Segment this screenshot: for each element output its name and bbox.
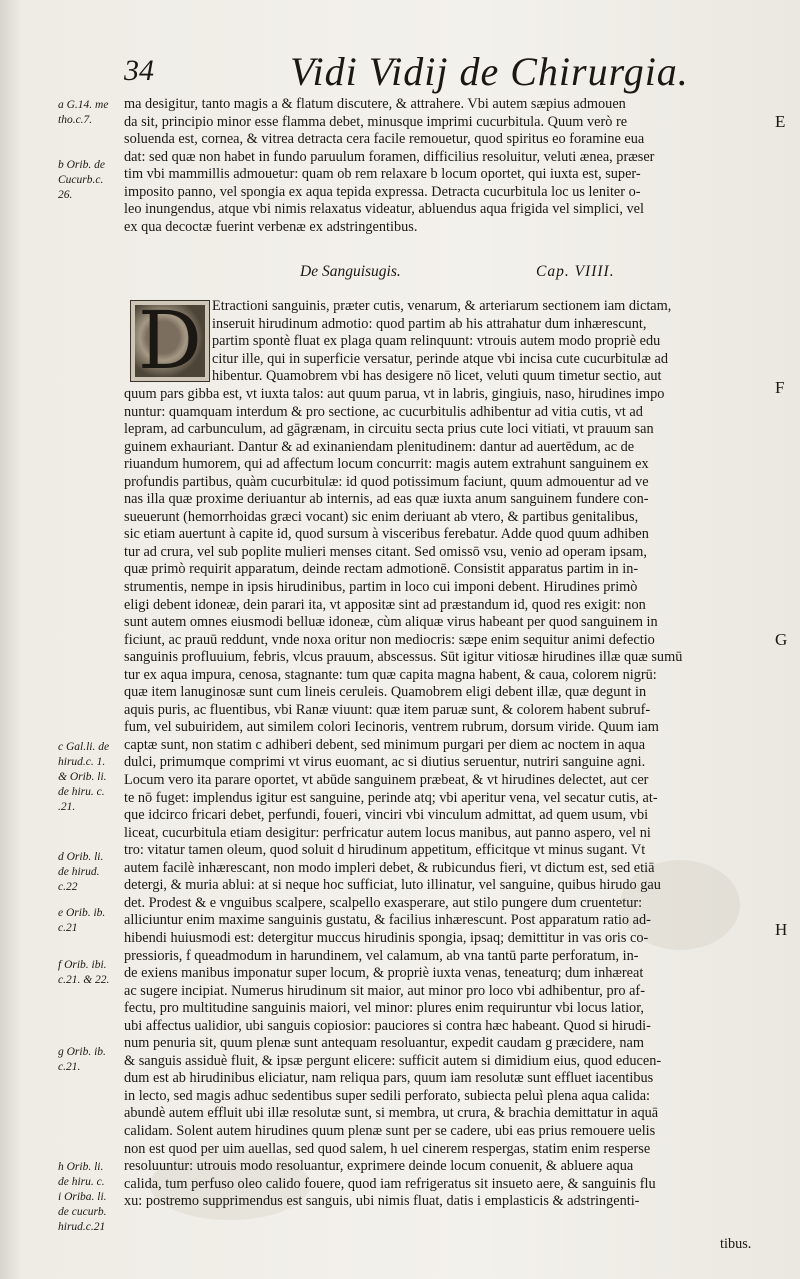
text-line: resoluuntur: utrouis modo resoluantur, exprimere deinde locum conuenit, & abluere aqua: [124, 1158, 634, 1175]
text-line: dum est ab hirudinibus eliciatur, nam reliqua pars, quum iam resolutæ sunt effluet iacentibus: [124, 1070, 654, 1087]
text-line: abundè autem effluit ubi illæ resolutæ sunt, si membra, ut crura, & brachia demittatur in aquā: [124, 1105, 659, 1122]
text-line: eligi debent idoneæ, dein parari ita, vt appositæ sint ad præstandum id, quod res exigit: non: [124, 596, 646, 613]
text-line: dat: sed quæ non habet in fundo paruulum foramen, difficilius resoluitur, veluti ænea, præser: [124, 148, 655, 165]
text-line: leo inungendus, atque vbi nimis relaxatus videatur, abluendus aqua frigida vel simplici, vel: [124, 201, 644, 218]
text-line: Locum vero ita parare oportet, vt abūde sanguinem præbeat, & vt hirudines delectet, aut cer: [124, 772, 649, 789]
drop-cap-letter: D: [137, 300, 203, 382]
text-line: calida, tum perfuso oleo calido fouere, quod iam refrigeratus sit insueto aere, & sanguinis flu: [124, 1175, 656, 1192]
margin-note-a: a G.14. me tho.c.7.: [58, 99, 109, 126]
text-line: profundis partibus, quàm cucurbitulæ: id quod potissimum faciunt, quum admouentur ad ve: [124, 473, 649, 490]
text-line: quæ item lanuginosæ sunt cum lineis ceruleis. Quamobrem eligi debent illæ, quæ degunt in: [124, 684, 647, 701]
text-line: tur ex aqua impura, cenosa, stagnante: tum quæ capita magna habent, & caua, colorem nigrū:: [124, 666, 657, 683]
text-line: sic etiam auertunt à capite id, quod sursum à visceribus ferebatur. Adde quod quum adhiben: [124, 526, 649, 543]
text-line: strumentis, nempe in ipsis hirudinibus, partim in loco cui imponi debent. Hirudines primò: [124, 579, 638, 596]
text-line: calidam. Solent autem hirudines quum plenæ sunt per se cadere, ubi eas prius remouere uelis: [124, 1122, 656, 1139]
text-line: aquis puris, ac fluentibus, vbi Ranæ viuunt: quæ item paruæ sunt, & colorem habent subruf-: [124, 701, 651, 718]
text-line: da sit, principio minor esse flamma debet, minusque imprimi cucurbitula. Quum verò re: [124, 113, 628, 130]
margin-note-g: g Orib. ib. c.21.: [58, 1046, 106, 1073]
text-line: lepram, ad carbunculum, ad gāgrænam, in circuitu secta prius cute loci vitiati, vt prauum san: [124, 421, 654, 438]
text-line: tro: vitatur tamen oleum, quod soluit d hirudinum appetitum, efficitque vt minus sugant. Vt: [124, 842, 646, 859]
text-line: citur ille, qui in superficie versatur, perinde atque vbi incisa cute cucurbitulæ ad: [212, 350, 668, 367]
text-line: inseruit hirudinum admotio: quod partim ab his attrahatur dum inhærescunt,: [212, 315, 647, 332]
text-line: captæ sunt, non statim c adhiberi debent, sed minimum purgari per diem ac noctem in aqua: [124, 736, 646, 753]
text-line: ex qua decoctæ fuerint verbenæ ex adstringentibus.: [124, 218, 418, 235]
text-line: sunt autem omnes eiusmodi belluæ idoneæ, cùm aliquæ virus habeant per quod sanguinem in: [124, 614, 658, 631]
text-line: tim vbi mammillis admouetur: quam ob rem relaxare b locum oportet, qui iuxta est, super-: [124, 166, 641, 183]
text-line: quæ primò requirit apparatum, deinde rectam admotionē. Consistit apparatus partim in in-: [124, 561, 639, 578]
text-line: fectu, pro multitudine sanguinis maiori, vel minor: plures enim requiruntur vbi locus latior,: [124, 1000, 644, 1017]
text-line: ubi affectus ualidior, ubi sanguis copiosior: pauciores si contra hæc habeant. Quod si hirudi-: [124, 1017, 651, 1034]
text-line: in lecto, sed magis adhuc sedentibus super sedili perforato, subiecta peluì plena aqua calida:: [124, 1087, 651, 1104]
text-line: num penuria sit, quum plenæ sunt antequam resoluantur, expedit caudam g præcidere, nam: [124, 1035, 644, 1052]
text-line: alliciuntur enim maxime sanguinis gustatu, & facilius inhærescunt. Post apparatum ratio ad-: [124, 912, 651, 929]
section-mark-g: G: [775, 630, 788, 649]
page-number: 34: [124, 54, 154, 87]
text-line: guinem exhauriant. Dantur & ad exinaniendam plenitudinem: dantur ad auertēdum, ac de: [124, 438, 635, 455]
text-line: ma desigitur, tanto magis a & flatum discutere, & attrahere. Vbi autem sæpius admouen: [124, 96, 626, 112]
margin-note-h: h Orib. li. de hiru. c. i Oriba. li. de cucurb. hirud.c.21: [58, 1161, 107, 1233]
margin-note-d: d Orib. li. de hirud. c.22: [58, 851, 104, 893]
text-line: detergi, & muria ablui: at si neque hoc sufficiat, luto illinatur, vel sanguine, quibus hirudo gau: [124, 877, 661, 894]
text-line: ficiunt, ac prauū reddunt, vnde noxa oritur non mediocris: sæpe enim sequitur animi defectio: [124, 631, 655, 648]
text-line: hibendi huiusmodi est: detergitur muccus hirudinis spongia, ipsaq; demittitur in vas oris co-: [124, 929, 649, 946]
text-line: sanguinis profluuium, febris, vlcus prauum, abscessus. Sūt igitur vitiosæ hirudines illæ quæ sumū: [124, 649, 683, 666]
text-line: & sanguis assiduè fluit, & ipsæ pergunt elicere: sufficit autem si dimidium eius, quod educen-: [124, 1052, 662, 1069]
section-mark-e: E: [775, 112, 786, 131]
section-mark-f: F: [775, 378, 785, 397]
margin-note-b: b Orib. de Cucurb.c. 26.: [58, 159, 105, 201]
running-header: [0, 48, 800, 98]
text-line: de exiens manibus imponatur super locum, & propriè iuxta venas, teneaturq; dum inhæreat: [124, 965, 644, 982]
text-line: non est quod per uim auellas, sed quod salem, h uel cinerem respergas, statim enim resperse: [124, 1140, 651, 1157]
catchword: tibus.: [720, 1236, 752, 1252]
chapter-heading: [0, 263, 800, 285]
text-line: tur ad crura, vel sub poplite mulieri menses citant. Sed omissō vsu, venio ad operam ipsam,: [124, 543, 647, 560]
paragraph-main-text: [124, 386, 772, 1211]
text-line: det. Prodest & e vnguibus scalpere, scalpello exasperare, aut stilo pungere dum cruentetur:: [124, 894, 643, 911]
paragraph-indented-lines: [212, 298, 772, 386]
text-line: dulci, primumque comprimi vt virus euomant, ac si diutius seruentur, nutriri sanguine agni.: [124, 754, 646, 771]
text-line: pressioris, f queadmodum in harundinem, vel calamum, ab vna tantū parte perforatum, in-: [124, 947, 639, 964]
text-line: que idcirco fricari debet, perfundi, foueri, vinciri vbi vinculum admittat, ad quem usum, vbi: [124, 807, 649, 824]
running-title: Vidi Vidij de Chirurgia.: [290, 49, 689, 94]
paragraph-previous-chapter: [124, 96, 772, 236]
chapter-title: De Sanguisugis.: [300, 263, 401, 280]
text-line: fum, vel subuiridem, aut similem colori Iecinoris, ventrem rubrum, dorsum viride. Quum iam: [124, 719, 659, 736]
text-line: nuntur: quamquam interdum & pro sectione, ac cucurbitulis adhibentur ad vitia cutis, vt ad: [124, 403, 643, 420]
text-line: partim spontè fluat ex plaga quam relinquunt: vtrouis autem modo propriè edu: [212, 333, 661, 350]
text-line: hibentur. Quamobrem vbi has desigere nō licet, veluti quum timetur sectio, aut: [212, 368, 662, 385]
text-line: ac sugere incipiat. Numerus hirudinum sit maior, aut minor pro loco vbi adhibentur, pro af-: [124, 982, 645, 999]
text-line: riuandum humorem, qui ad affectum locum concurrit: magis autem extrahunt sanguinem ex: [124, 456, 649, 473]
text-line: quum pars gibba est, vt iuxta talos: aut quum parua, vt in labris, gingiuis, naso, hirudines impo: [124, 386, 665, 402]
margin-note-f: f Orib. ibi. c.21. & 22.: [58, 959, 110, 986]
section-mark-h: H: [775, 920, 788, 939]
chapter-number: Cap. VIIII.: [536, 263, 615, 280]
text-line: imposito panno, vel spongia ex aqua tepida expressa. Detracta cucurbitula loc us leniter o-: [124, 183, 641, 200]
text-line: te nō fuget: implendus igitur est sanguine, perinde atq; vbi aperitur vena, vel secatur cutis, at-: [124, 789, 658, 806]
text-line: autem facilè inhærescant, non modo impleri debet, & rubicundus fieri, vt dictum est, sed etiā: [124, 859, 655, 876]
text-line: sueuerunt (hemorrhoidas græci vocant) sic enim deriuant ab vtero, & partibus genitalibus,: [124, 508, 639, 525]
text-line: xu: postremo supprimendus est sanguis, ubi nimis fluat, datis i emplasticis & adstringenti-: [124, 1193, 640, 1210]
text-line: Etractioni sanguinis, præter cutis, venarum, & arteriarum sectionem iam dictam,: [212, 298, 672, 314]
text-line: soluenda est, cornea, & vitrea detracta cera facile remouetur, quod spiritus eo foramine eua: [124, 131, 645, 148]
ornamental-initial: [130, 300, 210, 382]
margin-note-c: c Gal.li. de hirud.c. 1. & Orib. li. de hiru. c. .21.: [58, 741, 110, 813]
text-line: liceat, cucurbitula etiam desigitur: perfricatur autem locus manibus, aut panno aspero, vel ni: [124, 824, 651, 841]
text-line: nas illa quæ proxime deriuantur ab internis, ad eas quæ iuxta anum sanguinem fundere con-: [124, 491, 649, 508]
margin-note-e: e Orib. ib. c.21: [58, 907, 106, 934]
